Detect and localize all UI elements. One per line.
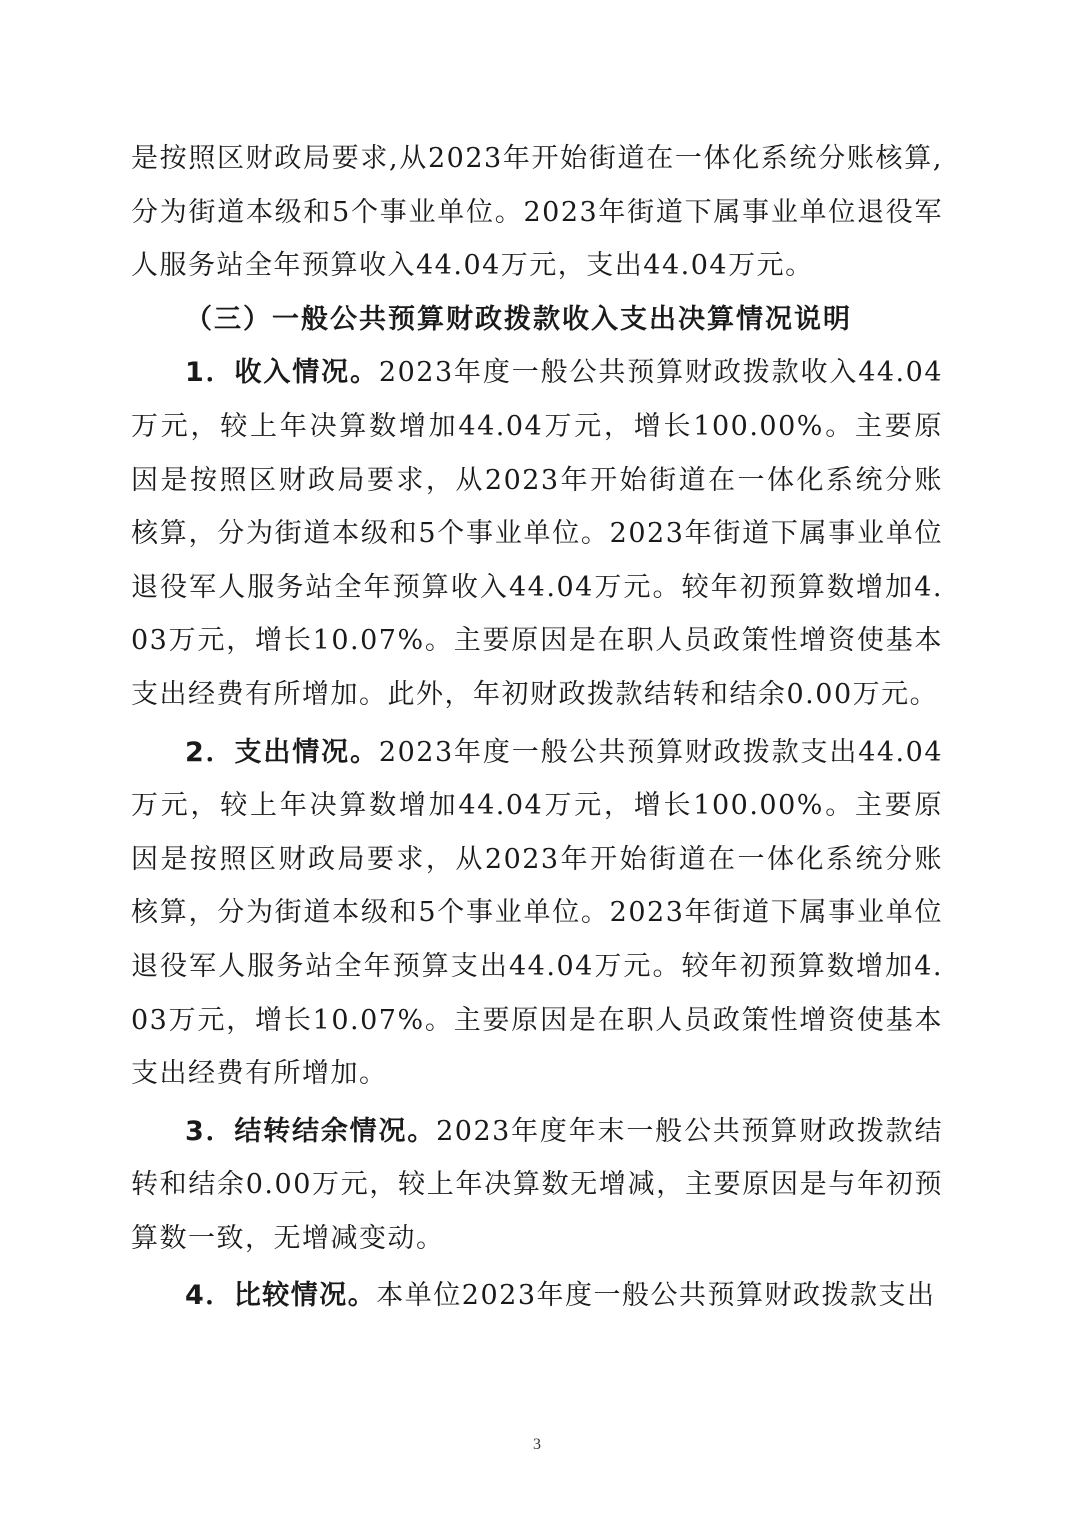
income-paragraph [131,346,943,721]
carryover-text: 2023年度年末一般公共预算财政拨款结转和结余0.00万元，较上年决算数无增减，主要原因是与年初预算数一致，无增减变动。 [131,1115,943,1254]
page-number: 3 [533,1436,541,1453]
income-text: 2023年度一般公共预算财政拨款收入44.04万元，较上年决算数增加44.04万元，增长100.00%。主要原因是按照区财政局要求，从2023年开始街道在一体化系统分账核算，分为街道本级和5个事业单位。2023年街道下属事业单位退役军人服务站全年预算收入44.04万元。较年初预算数增加4.03万元，增长10.07%。主要原因是在职人员政策性增资使基本支出经费有所增加。此外，年初财政拨款结转和结余0.00万元。 [131,357,943,710]
document-body [131,132,943,1323]
carryover-paragraph [131,1105,943,1266]
expenditure-lead: 2．支出情况。 [185,736,379,768]
comparison-paragraph [131,1269,943,1323]
comparison-lead: 4．比较情况。 [185,1280,377,1312]
carryover-lead: 3．结转结余情况。 [185,1115,437,1147]
expenditure-text: 2023年度一般公共预算财政拨款支出44.04万元，较上年决算数增加44.04万元，增长100.00%。主要原因是按照区财政局要求，从2023年开始街道在一体化系统分账核算，分为街道本级和5个事业单位。2023年街道下属事业单位退役军人服务站全年预算支出44.04万元。较年初预算数增加4.03万元，增长10.07%。主要原因是在职人员政策性增资使基本支出经费有所增加。 [131,736,943,1090]
section-heading: （三）一般公共预算财政拨款收入支出决算情况说明 [185,303,852,335]
intro-paragraph: 是按照区财政局要求,从2023年开始街道在一体化系统分账核算,分为街道本级和5个事业单位。2023年街道下属事业单位退役军人服务站全年预算收入44.04万元，支出44.04万元。 [131,143,943,282]
comparison-text: 本单位2023年度一般公共预算财政拨款支出 [376,1280,936,1312]
expenditure-paragraph [131,726,943,1101]
income-lead: 1．收入情况。 [185,357,379,389]
